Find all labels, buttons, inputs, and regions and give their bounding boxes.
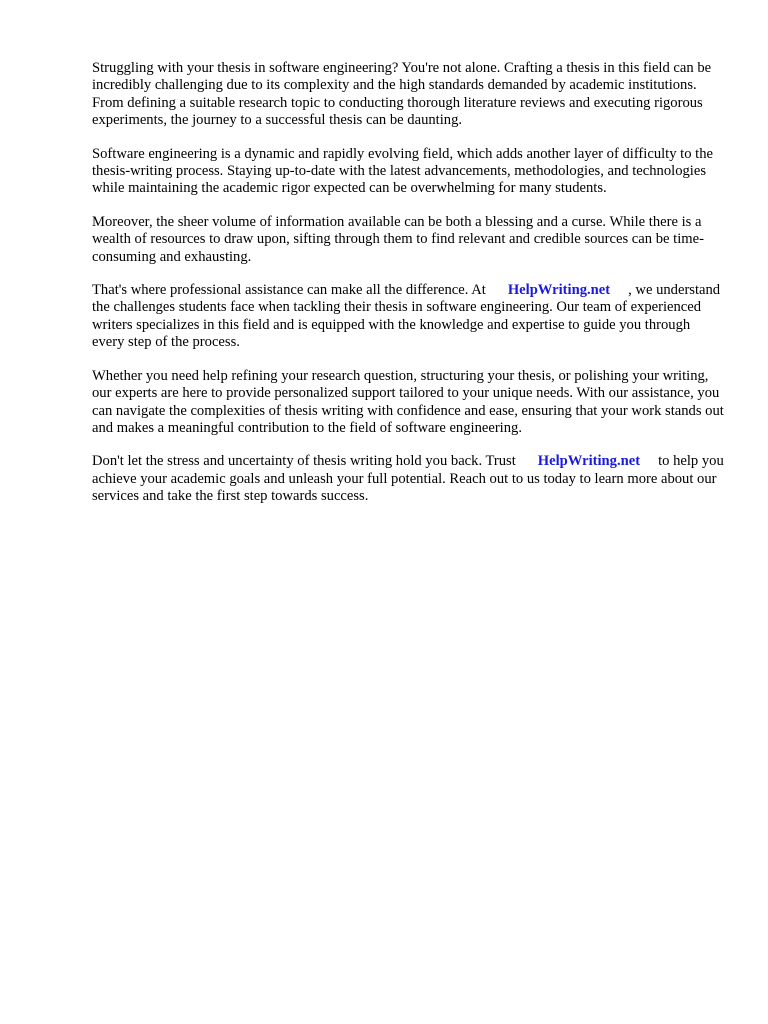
paragraph-assistance-text-after: , we understand the challenges students face when tackling their thesis in software engineering. Our team of experienced writers specializes in this field and is equipped with the knowledge and expertise to guide you through every step of the process. xyxy=(92,282,721,351)
paragraph-support: Whether you need help refining your research question, structuring your thesis, or polishing your writing, our experts are here to provide personalized support tailored to your unique needs. With our assistance, you can navigate the complexities of thesis writing with confidence and ease, ensuring that your work stands out and makes a meaningful contribution to the field of software engineering. xyxy=(92,367,724,436)
paragraph-cta-text-before: Don't let the stress and uncertainty of thesis writing hold you back. Trust xyxy=(92,453,516,470)
paragraph-call-to-action xyxy=(92,453,724,505)
paragraph-assistance-text-before: That's where professional assistance can make all the difference. At xyxy=(92,282,486,299)
paragraph-field: Software engineering is a dynamic and rapidly evolving field, which adds another layer of difficulty to the thesis-writing process. Staying up-to-date with the latest advancements, methodologies, and technologies while maintaining the academic rigor expected can be overwhelming for many students. xyxy=(92,145,713,197)
helpwriting-link-cta[interactable]: HelpWriting.net xyxy=(537,453,641,470)
paragraph-resources: Moreover, the sheer volume of information available can be both a blessing and a curse. While there is a wealth of resources to draw upon, sifting through them to find relevant and credible sources can be time-consuming and exhausting. xyxy=(92,213,704,265)
helpwriting-link[interactable]: HelpWriting.net xyxy=(507,282,611,299)
document-page xyxy=(92,60,724,522)
paragraph-assistance xyxy=(92,282,724,352)
paragraph-intro: Struggling with your thesis in software engineering? You're not alone. Crafting a thesis in this field can be incredibly challenging due to its complexity and the high standards demanded by academic institutions. From defining a suitable research topic to conducting thorough literature reviews and executing rigorous experiments, the journey to a successful thesis can be daunting. xyxy=(92,60,712,129)
paragraph-cta-text-after: to help you achieve your academic goals and unleash your full potential. Reach out to us today to learn more about our services and take the first step towards success. xyxy=(92,453,724,505)
